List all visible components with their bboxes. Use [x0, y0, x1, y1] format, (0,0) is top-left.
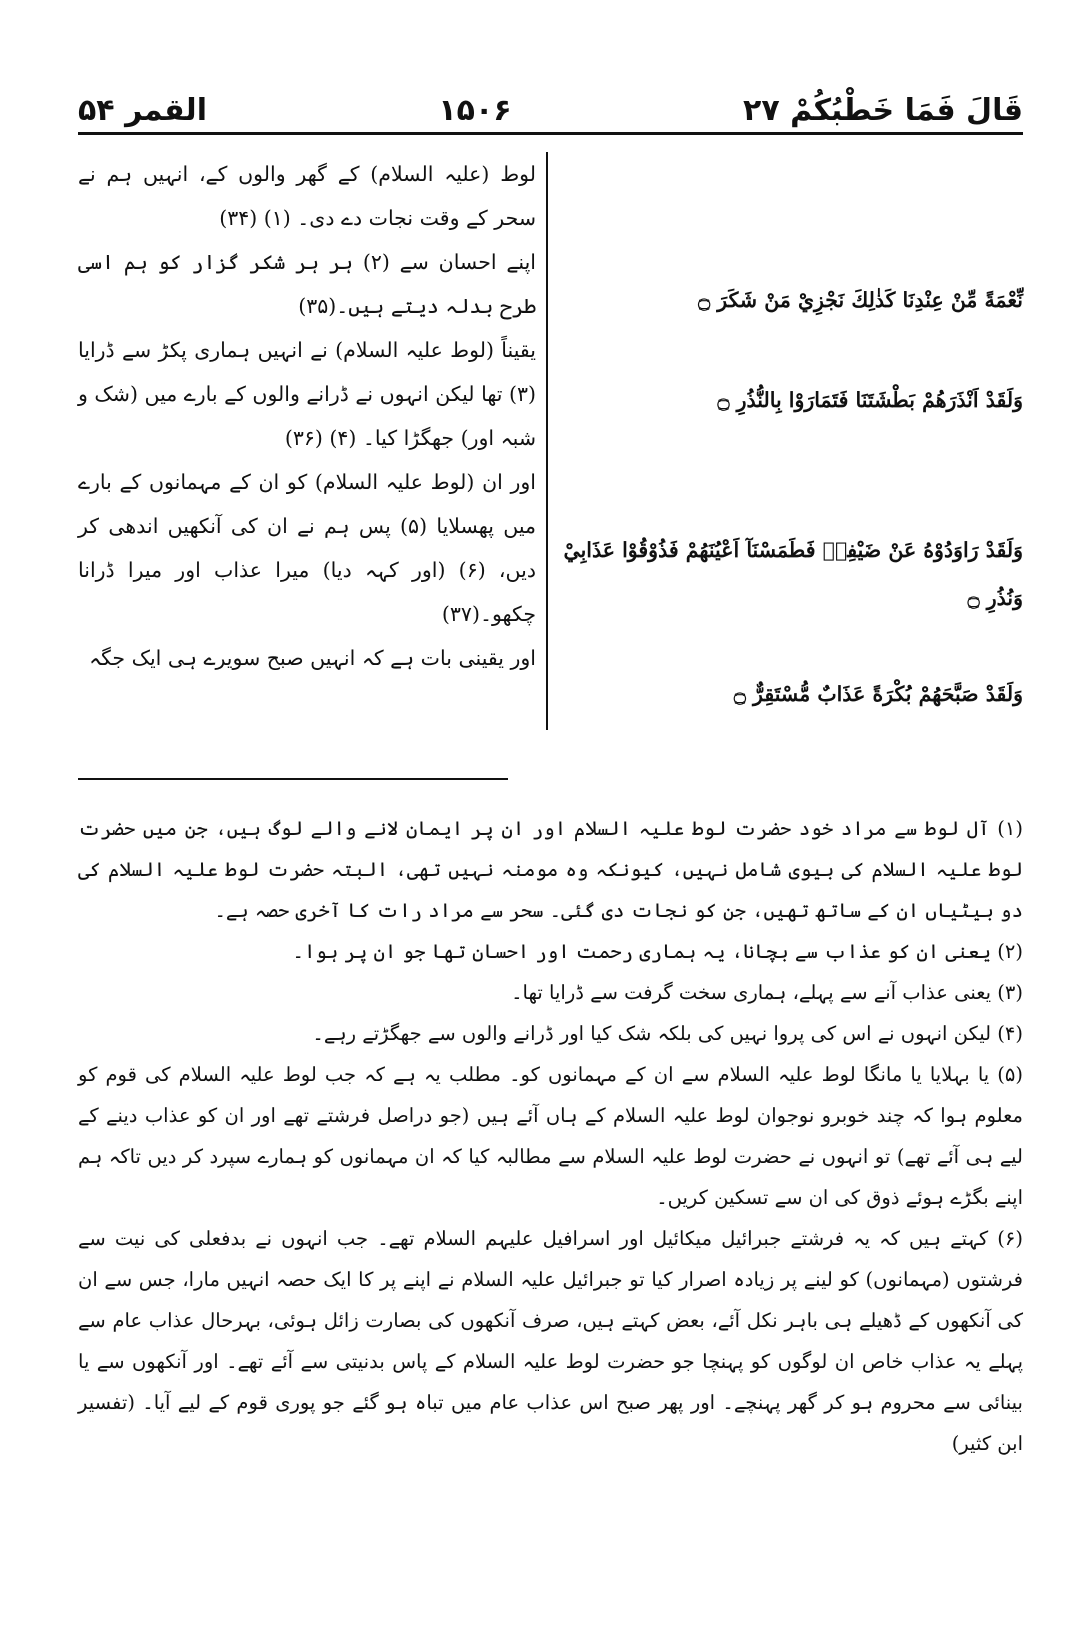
page-number: ۱۵۰۶ — [438, 93, 512, 128]
footnote-1: (۱) آل لوط سے مراد خود حضرت لوط علیہ السلام اور ان پر ایمان لانے والے لوگ ہیں، جن میں حضرت لوط علیہ السلام کی بیوی شامل نہیں، کیونکہ وہ مومنہ نہیں تھی، البتہ حضرت لوط علیہ السلام کی دو بیٹیاں ان کے ساتھ تھیں، جن کو نجات دی گئی۔ سحر سے مراد رات کا آخری حصہ ہے۔ — [78, 817, 1023, 922]
translation-column — [78, 152, 536, 680]
footnote-2: (۲) یعنی ان کو عذاب سے بچانا، یہ ہماری رحمت اور احسان تھا جو ان پر ہوا۔ — [292, 940, 1023, 963]
footnote-6: (۶) کہتے ہیں کہ یہ فرشتے جبرائیل میکائیل اور اسرافیل علیہم السلام تھے۔ جب انہوں نے بدفعلی کی نیت سے فرشتوں (مہمانوں) کو لینے پر زیادہ اصرار کیا تو جبرائیل علیہ السلام نے اپنے پر کا ایک حصہ انہیں مارا، جس سے ان کی آنکھوں کے ڈھیلے ہی باہر نکل آئے، بعض کہتے ہیں، صرف آنکھوں کی بصارت زائل ہوئی، بہرحال عذاب عام سے پہلے یہ عذاب خاص ان لوگوں کو پہنچا جو حضرت لوط علیہ السلام کے پاس بدنیتی سے آئے تھے۔ اور آنکھوں سے یا بینائی سے محروم ہو کر گھر پہنچے۔ اور پھر صبح اس عذاب عام میں تباہ ہو گئے جو پوری قوم کے لیے آیا۔ (تفسیر ابن کثیر) — [78, 1227, 1023, 1455]
verse-36: وَلَقَدْ اَنْذَرَهُمْ بَطْشَتَنَا فَتَمَارَوْا بِالنُّذُرِ ۝ — [717, 388, 1023, 412]
verse-35: نِّعْمَةً مِّنْ عِنْدِنَا كَذٰلِكَ نَجْزِيْ مَنْ شَكَرَ ۝ — [698, 288, 1023, 312]
footnote-rule — [78, 778, 508, 780]
translation-34: لوط (علیہ السلام) کے گھر والوں کے، انہیں ہم نے سحر کے وقت نجات دے دی۔ (۱) (۳۴) — [78, 162, 536, 230]
verse-37: وَلَقَدْ رَاوَدُوْهُ عَنْ ضَيْفِهٖ فَطَمَسْنَآ اَعْيُنَهُمْ فَذُوْقُوْا عَذَابِيْ وَنُذُرِ ۝ — [563, 538, 1023, 610]
page-header — [78, 82, 1023, 135]
translation-37: اور ان (لوط علیہ السلام) کو ان کے مہمانوں کے بارے میں پھسلایا (۵) پس ہم نے ان کی آنکھیں اندھی کر دیں، (۶) (اور کہہ دیا) میرا عذاب اور میرا ڈرانا چکھو۔(۳۷) — [78, 470, 536, 626]
main-content — [78, 152, 1023, 730]
column-divider — [546, 152, 548, 730]
footnote-4: (۴) لیکن انہوں نے اس کی پروا نہیں کی بلکہ شک کیا اور ڈرانے والوں سے جھگڑتے رہے۔ — [312, 1022, 1023, 1045]
verse-38: وَلَقَدْ صَبَّحَهُمْ بُكْرَةً عَذَابٌ مُّسْتَقِرٌّ ۝ — [733, 682, 1023, 706]
footnote-5: (۵) یا بہلایا یا مانگا لوط علیہ السلام سے ان کے مہمانوں کو۔ مطلب یہ ہے کہ جب لوط علیہ السلام کی قوم کو معلوم ہوا کہ چند خوبرو نوجوان لوط علیہ السلام کے ہاں آئے ہیں (جو دراصل فرشتے تھے اور ان کو عذاب دینے کے لیے ہی آئے تھے) تو انہوں نے حضرت لوط علیہ السلام سے مطالبہ کیا کہ ان مہمانوں کو ہمارے سپرد کر دیں تاکہ ہم اپنے بگڑے ہوئے ذوق کی ان سے تسکین کریں۔ — [78, 1063, 1023, 1209]
translation-38: اور یقینی بات ہے کہ انہیں صبح سویرے ہی ایک جگہ — [89, 646, 536, 670]
translation-35: اپنے احسان سے (۲) ہر ہر شکر گزار کو ہم اسی طرح بدلہ دیتے ہیں۔(۳۵) — [78, 250, 536, 318]
translation-36: یقیناً (لوط علیہ السلام) نے انہیں ہماری پکڑ سے ڈرایا (۳) تھا لیکن انہوں نے ڈرانے والوں کے بارے میں (شک و شبہ اور) جھگڑا کیا۔ (۴) (۳۶) — [78, 338, 536, 450]
surah-name: القمر ۵۴ — [78, 93, 207, 128]
footnote-3: (۳) یعنی عذاب آنے سے پہلے، ہماری سخت گرفت سے ڈرایا تھا۔ — [511, 981, 1023, 1004]
verses-column — [560, 152, 1023, 730]
juz-name: قَالَ فَمَا خَطْبُكُمْ ۲۷ — [743, 93, 1023, 128]
footnotes — [78, 808, 1023, 1464]
